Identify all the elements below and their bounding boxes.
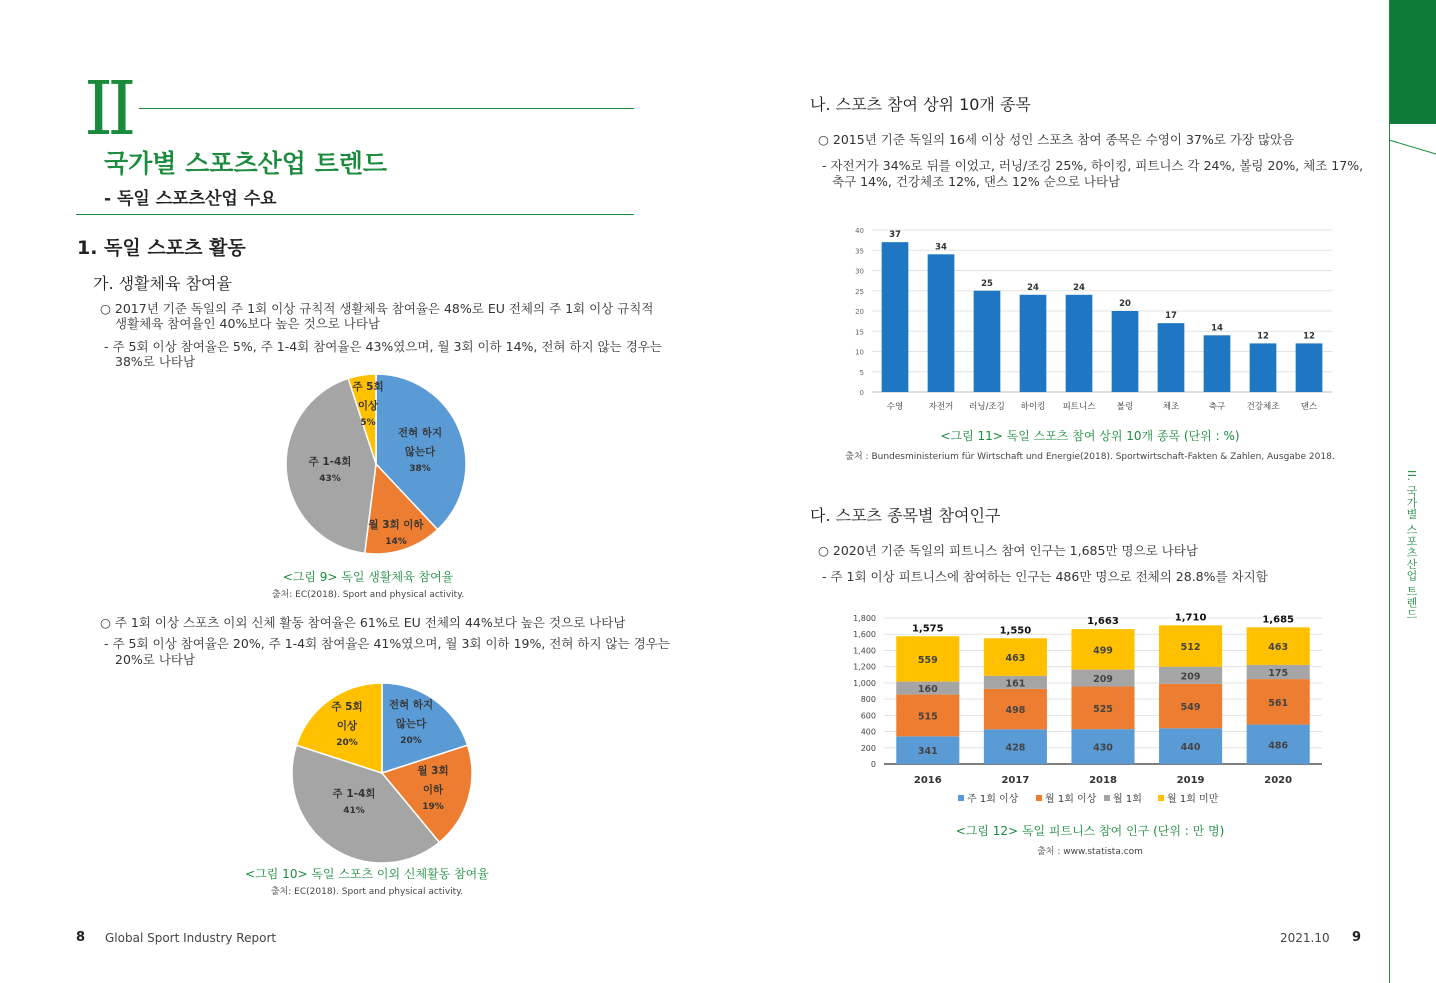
y-tick-label: 35	[855, 247, 864, 256]
legend-label: 월 1회	[1113, 794, 1142, 805]
total-label: 1,685	[1262, 614, 1295, 626]
pie-label-text: 이상	[357, 400, 379, 412]
bar	[974, 291, 1001, 392]
paragraph-3: ○ 주 1회 이상 스포츠 이외 신체 활동 참여율은 61%로 EU 전체의 44%보다 높은 것으로 나타남	[100, 615, 626, 630]
segment-label: 486	[1268, 740, 1289, 752]
paragraph-c1: ○ 2020년 기준 독일의 피트니스 참여 인구는 1,685만 명으로 나타남	[818, 543, 1198, 558]
pie-label-text: 않는다	[395, 718, 427, 730]
segment-label: 515	[917, 711, 938, 723]
figure-12-source: 출처 : www.statista.com	[1037, 847, 1143, 857]
y-tick-label: 800	[860, 695, 876, 705]
bar	[1158, 323, 1185, 392]
y-tick-label: 20	[855, 308, 864, 316]
segment-label: 209	[1180, 671, 1201, 683]
paragraph-4a: - 주 5회 이상 참여율은 20%, 주 1-4회 참여율은 41%였으며, 월 3회 이하 19%, 전혀 하지 않는 경우는	[104, 636, 670, 651]
figure-9-caption: <그림 9> 독일 생활체육 참여율	[282, 570, 454, 584]
paragraph-1a: ○ 2017년 기준 독일의 주 1회 이상 규칙적 생활체육 참여율은 48%로 EU 전체의 주 1회 이상 규칙적	[100, 301, 654, 316]
data-label: 20	[1119, 299, 1131, 309]
x-tick-label: 체조	[1162, 402, 1180, 412]
data-label: 37	[889, 230, 901, 241]
paragraph-2a: - 주 5회 이상 참여율은 5%, 주 1-4회 참여율은 43%였으며, 월 3회 이하 14%, 전혀 하지 않는 경우는	[104, 339, 662, 354]
y-tick-label: 5	[859, 368, 864, 377]
subtitle-rule	[76, 214, 634, 215]
data-label: 12	[1303, 331, 1315, 342]
stacked-bar-chart-fitness	[840, 604, 1340, 814]
paragraph-b1: ○ 2015년 기준 독일의 16세 이상 성인 스포츠 참여 종목은 수영이 37%로 가장 많았음	[818, 132, 1295, 147]
pie-label-text: 전혀 하지	[397, 427, 443, 439]
y-tick-label: 1,200	[853, 662, 876, 672]
legend-swatch	[958, 795, 964, 801]
footer-date: 2021.10	[1280, 931, 1330, 945]
chapter-rule	[139, 108, 634, 109]
y-tick-label: 1,600	[853, 630, 876, 640]
paragraph-4b: 20%로 나타남	[115, 652, 196, 667]
pie-label-text: 않는다	[404, 446, 436, 458]
legend-item	[1036, 792, 1097, 805]
figure-12-caption: <그림 12> 독일 피트니스 참여 인구 (단위 : 만 명)	[955, 824, 1225, 838]
chapter-tab	[1389, 0, 1436, 124]
section-title: 1. 독일 스포츠 활동	[77, 237, 246, 259]
chapter-numeral: II	[84, 66, 131, 152]
pie-label-text: 이상	[336, 720, 358, 732]
data-label: 24	[1027, 282, 1039, 293]
pie-value-label: 41%	[343, 806, 365, 816]
legend-swatch	[1036, 795, 1042, 801]
y-tick-label: 0	[859, 389, 864, 397]
segment-label: 498	[1005, 705, 1026, 717]
segment-label: 512	[1180, 642, 1201, 654]
subsection-b-title: 나. 스포츠 참여 상위 10개 종목	[810, 95, 1031, 114]
y-tick-label: 40	[855, 227, 864, 235]
pie-label-text: 주 1-4회	[308, 456, 352, 468]
page-number-left: 8	[76, 930, 86, 945]
pie-label-text: 월 3회	[417, 765, 449, 777]
bar	[1066, 295, 1093, 392]
total-label: 1,663	[1087, 616, 1119, 628]
data-label: 34	[935, 242, 947, 253]
bar	[1020, 295, 1047, 392]
x-tick-label: 볼링	[1116, 402, 1134, 412]
x-tick-label: 댄스	[1300, 402, 1318, 412]
y-tick-label: 1,800	[853, 614, 876, 623]
paragraph-b2b: 축구 14%, 건강체조 12%, 댄스 12% 순으로 나타남	[832, 174, 1121, 189]
x-tick-label: 2018	[1089, 775, 1117, 786]
segment-label: 428	[1005, 742, 1026, 754]
x-tick-label: 2017	[1001, 775, 1030, 786]
segment-label: 430	[1093, 742, 1113, 754]
y-tick-label: 600	[860, 711, 876, 721]
figure-11-caption: <그림 11> 독일 스포츠 참여 상위 10개 종목 (단위 : %)	[940, 429, 1240, 443]
segment-label: 161	[1005, 678, 1026, 690]
segment-label: 440	[1180, 742, 1201, 754]
total-label: 1,550	[999, 625, 1032, 637]
segment-label: 209	[1093, 674, 1113, 686]
paragraph-2b: 38%로 나타남	[115, 354, 196, 369]
x-tick-label: 피트니스	[1062, 402, 1096, 412]
segment-label: 525	[1093, 703, 1113, 715]
legend-item	[1104, 792, 1142, 805]
pie-value-label: 5%	[360, 418, 376, 428]
data-label: 25	[981, 278, 993, 289]
paragraph-c2: - 주 1회 이상 피트니스에 참여하는 인구는 486만 명으로 전체의 28.8%를 차지함	[822, 569, 1268, 584]
segment-label: 175	[1268, 667, 1289, 679]
segment-label: 499	[1093, 645, 1113, 657]
pie-label-text: 주 5회	[331, 701, 363, 713]
x-tick-label: 수영	[886, 402, 904, 412]
side-chapter-label: II. 국가별 스포츠산업 트렌드	[1405, 470, 1418, 620]
bar-chart-top10-sports	[840, 218, 1340, 418]
bar	[1250, 343, 1277, 392]
subsection-c-title: 다. 스포츠 종목별 참여인구	[810, 506, 1001, 525]
page-number-right: 9	[1352, 930, 1362, 945]
pie-label-text: 전혀 하지	[388, 699, 434, 711]
pie-label-text: 주 5회	[352, 381, 384, 393]
legend-label: 월 1회 미만	[1167, 794, 1219, 805]
pie-chart-physical-activity	[250, 670, 510, 866]
y-tick-label: 10	[855, 348, 864, 357]
segment-label: 463	[1005, 653, 1026, 665]
pie-label-text: 주 1-4회	[332, 788, 376, 800]
pie-value-label: 14%	[385, 537, 407, 547]
pie-value-label: 20%	[400, 736, 422, 746]
segment-label: 561	[1268, 697, 1289, 709]
chapter-title: 국가별 스포츠산업 트렌드	[104, 149, 388, 178]
data-label: 17	[1165, 311, 1177, 322]
paragraph-b2a: - 자전거가 34%로 뒤를 이었고, 러닝/조깅 25%, 하이킹, 피트니스 각 24%, 볼링 20%, 체조 17%,	[822, 158, 1364, 173]
edge-diagonal	[1389, 128, 1436, 158]
paragraph-1b: 생활체육 참여율인 40%보다 높은 것으로 나타남	[115, 316, 381, 331]
x-tick-label: 2016	[913, 775, 942, 786]
data-label: 12	[1257, 331, 1269, 342]
legend-item	[958, 792, 1019, 805]
x-tick-label: 자전거	[928, 402, 954, 412]
x-tick-label: 2020	[1264, 775, 1293, 786]
total-label: 1,575	[911, 623, 944, 635]
data-label: 14	[1211, 323, 1223, 334]
pie-label-text: 월 3회 이하	[368, 519, 424, 531]
subsection-title: 가. 생활체육 참여율	[93, 274, 232, 293]
bar	[882, 242, 909, 392]
y-tick-label: 1,000	[853, 678, 876, 688]
pie-value-label: 38%	[409, 464, 431, 474]
figure-10-caption: <그림 10> 독일 스포츠 이외 신체활동 참여율	[245, 867, 489, 881]
segment-label: 559	[917, 654, 938, 666]
x-tick-label: 축구	[1208, 402, 1226, 412]
y-tick-label: 0	[870, 760, 876, 769]
x-tick-label: 하이킹	[1020, 402, 1046, 412]
legend-swatch	[1104, 795, 1110, 801]
data-label: 24	[1073, 282, 1085, 293]
pie-label-text: 이하	[422, 784, 444, 796]
legend-label: 주 1회 이상	[967, 794, 1019, 805]
footer-title: Global Sport Industry Report	[105, 931, 277, 945]
y-tick-label: 1,400	[853, 646, 876, 656]
y-tick-label: 200	[860, 743, 876, 753]
y-tick-label: 400	[860, 727, 876, 737]
x-tick-label: 러닝/조깅	[969, 402, 1005, 412]
segment-label: 160	[917, 684, 938, 696]
legend-label: 월 1회 이상	[1045, 794, 1097, 805]
figure-10-source: 출처: EC(2018). Sport and physical activity.	[270, 887, 464, 897]
pie-value-label: 19%	[422, 802, 444, 812]
chapter-subtitle: - 독일 스포츠산업 수요	[104, 189, 277, 209]
bar	[1296, 343, 1323, 392]
y-tick-label: 15	[855, 328, 864, 337]
y-tick-label: 25	[855, 287, 864, 296]
x-tick-label: 건강체조	[1246, 402, 1280, 412]
y-tick-label: 30	[855, 267, 864, 276]
pie-value-label: 20%	[336, 738, 358, 748]
legend-swatch	[1158, 795, 1164, 801]
segment-label: 549	[1180, 702, 1201, 714]
figure-11-source: 출처 : Bundesministerium für Wirtschaft und Energie(2018). Sportwirtschaft-Fakten & Zahlen, Ausgabe 2018.	[845, 452, 1335, 462]
bar	[1112, 311, 1139, 392]
legend-item	[1158, 792, 1219, 805]
bar	[1204, 335, 1231, 392]
segment-label: 463	[1268, 642, 1289, 654]
total-label: 1,710	[1174, 612, 1207, 624]
segment-label: 341	[917, 746, 938, 758]
figure-9-source: 출처: EC(2018). Sport and physical activity.	[271, 590, 465, 600]
bar	[928, 254, 955, 392]
x-tick-label: 2019	[1176, 775, 1205, 786]
pie-value-label: 43%	[319, 474, 341, 484]
pie-chart-sport-participation	[240, 370, 500, 570]
